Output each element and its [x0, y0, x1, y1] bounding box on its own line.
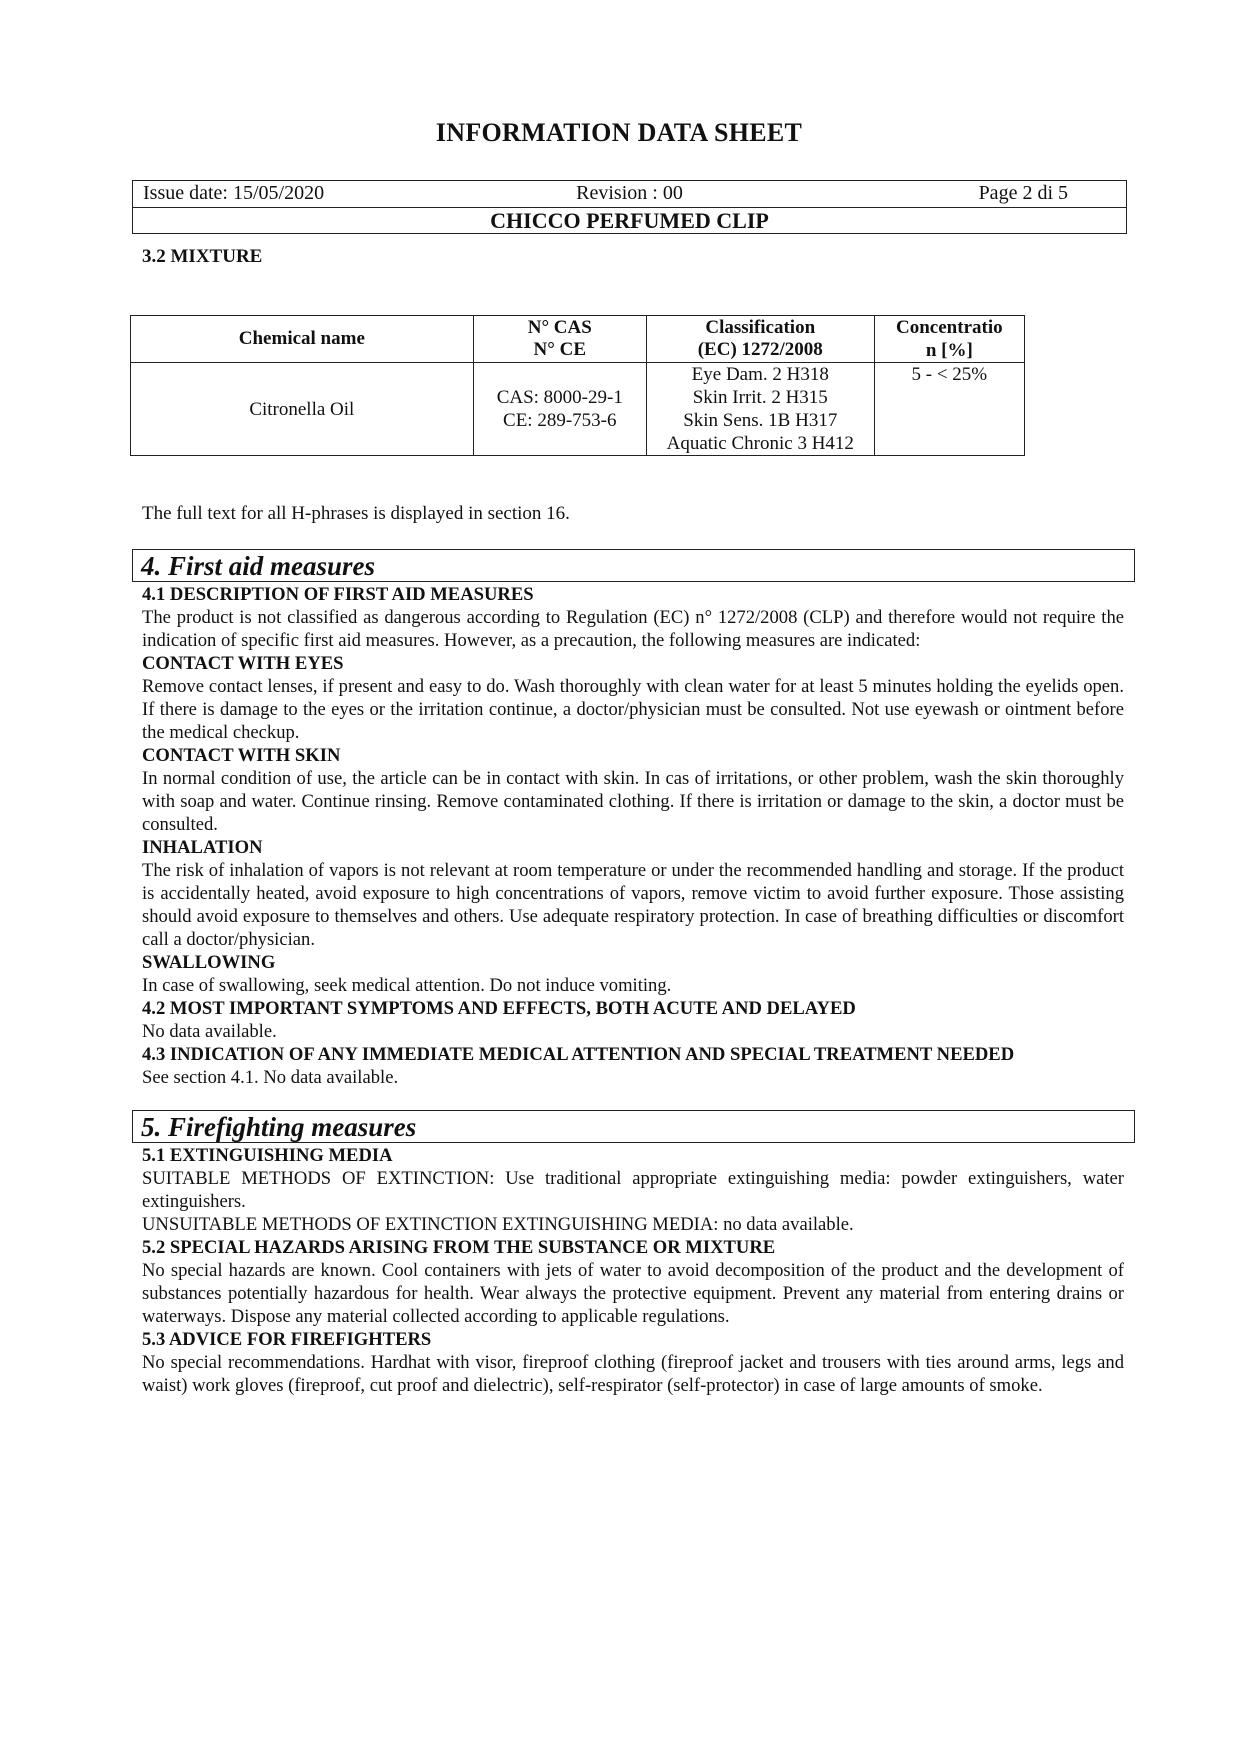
- classification-item: Skin Irrit. 2 H315: [692, 387, 828, 408]
- header-concentration-line2: n [%]: [925, 340, 973, 361]
- section-4-header: [132, 549, 1135, 582]
- section-5-header: [132, 1110, 1135, 1143]
- subsection-heading: 4.2 MOST IMPORTANT SYMPTOMS AND EFFECTS, BOTH ACUTE AND DELAYED: [142, 998, 856, 1019]
- paragraph: The product is not classified as dangerous according to Regulation (EC) n° 1272/2008 (CLP) and therefore would not require the indication of specific first aid measures. However, as a precaution, the following measures are indicated:: [142, 607, 1124, 651]
- paragraph: In normal condition of use, the article can be in contact with skin. In cas of irritations, or other problem, wash the skin thoroughly with soap and water. Continue rinsing. Remove contaminated clothing. If there is irritation or damage to the skin, a doctor must be consulted.: [142, 768, 1124, 835]
- paragraph: No data available.: [142, 1021, 277, 1042]
- cell-ce: CE: 289-753-6: [503, 410, 617, 431]
- section-4-title: 4. First aid measures: [141, 551, 376, 581]
- section-5-body: [142, 1144, 1124, 1397]
- header-chemical-name: Chemical name: [131, 316, 474, 363]
- h-phrase-note: The full text for all H-phrases is displayed in section 16.: [142, 503, 570, 524]
- section-5-title: 5. Firefighting measures: [141, 1112, 417, 1142]
- subsection-heading: INHALATION: [142, 837, 263, 858]
- header-concentration-line1: Concentratio: [896, 317, 1003, 338]
- subsection-heading: CONTACT WITH SKIN: [142, 745, 341, 766]
- issue-date: Issue date: 15/05/2020: [143, 182, 325, 204]
- header-row: [133, 181, 1126, 208]
- paragraph: Remove contact lenses, if present and easy to do. Wash thoroughly with clean water for at least 5 minutes holding the eyelids open. If there is damage to the eyes or the irritation continue, a doctor/physician must be consulted. Not use eyewash or ointment before the medical checkup.: [142, 676, 1124, 743]
- subsection-heading: 4.3 INDICATION OF ANY IMMEDIATE MEDICAL ATTENTION AND SPECIAL TREATMENT NEEDED: [142, 1044, 1015, 1065]
- header-concentration: [874, 316, 1024, 363]
- header-box: [132, 180, 1127, 234]
- subsection-heading: 5.3 ADVICE FOR FIREFIGHTERS: [142, 1329, 432, 1350]
- paragraph: See section 4.1. No data available.: [142, 1067, 399, 1088]
- paragraph: No special recommendations. Hardhat with visor, fireproof clothing (fireproof jacket and trousers with ties around arms, legs and waist) work gloves (fireproof, cut proof and dielectric), self-respirator (self-protector) in case of large amounts of smoke.: [142, 1352, 1124, 1396]
- revision: Revision : 00: [576, 182, 683, 204]
- cell-classification: [646, 363, 874, 456]
- cell-cas-ce: [473, 363, 646, 456]
- classification-item: Skin Sens. 1B H317: [683, 410, 838, 431]
- cell-cas: CAS: 8000-29-1: [496, 387, 623, 408]
- section-4-body: [142, 583, 1124, 1089]
- header-cas-ce: [473, 316, 646, 363]
- paragraph: UNSUITABLE METHODS OF EXTINCTION EXTINGUISHING MEDIA: no data available.: [142, 1214, 854, 1235]
- subsection-heading: 5.1 EXTINGUISHING MEDIA: [142, 1145, 393, 1166]
- paragraph: In case of swallowing, seek medical attention. Do not induce vomiting.: [142, 975, 672, 996]
- paragraph: No special hazards are known. Cool containers with jets of water to avoid decomposition of the product and the development of substances potentially hazardous for health. Wear always the protective equipment. Prevent any material from entering drains or waterways. Dispose any material collected according to applicable regulations.: [142, 1260, 1124, 1327]
- header-classification-line2: (EC) 1272/2008: [697, 339, 823, 360]
- composition-table: [130, 315, 1025, 456]
- classification-item: Aquatic Chronic 3 H412: [666, 433, 854, 454]
- cell-concentration: 5 - < 25%: [874, 363, 1024, 456]
- page-number: Page 2 di 5: [978, 182, 1068, 204]
- subsection-heading: 4.1 DESCRIPTION OF FIRST AID MEASURES: [142, 584, 534, 605]
- header-cas: N° CAS: [527, 317, 592, 338]
- paragraph: The risk of inhalation of vapors is not relevant at room temperature or under the recommended handling and storage. If the product is accidentally heated, avoid exposure to high concentrations of vapors, remove victim to avoid further exposure. Those assisting should avoid exposure to themselves and others. Use adequate respiratory protection. In case of breathing difficulties or discomfort call a doctor/physician.: [142, 860, 1124, 950]
- subsection-heading: SWALLOWING: [142, 952, 276, 973]
- cell-chemical-name: Citronella Oil: [131, 363, 474, 456]
- table-row: [131, 363, 1025, 456]
- table-header-row: [131, 316, 1025, 363]
- document-title: INFORMATION DATA SHEET: [435, 118, 803, 147]
- header-ce: N° CE: [533, 339, 586, 360]
- subsection-heading: CONTACT WITH EYES: [142, 653, 344, 674]
- mixture-heading: 3.2 MIXTURE: [142, 246, 263, 267]
- header-classification-line1: Classification: [705, 317, 816, 338]
- paragraph: SUITABLE METHODS OF EXTINCTION: Use traditional appropriate extinguishing media: powder extinguishers, water extinguishers.: [142, 1168, 1124, 1212]
- classification-item: Eye Dam. 2 H318: [691, 364, 829, 385]
- product-name: CHICCO PERFUMED CLIP: [490, 208, 769, 233]
- subsection-heading: 5.2 SPECIAL HAZARDS ARISING FROM THE SUBSTANCE OR MIXTURE: [142, 1237, 776, 1258]
- header-classification: [646, 316, 874, 363]
